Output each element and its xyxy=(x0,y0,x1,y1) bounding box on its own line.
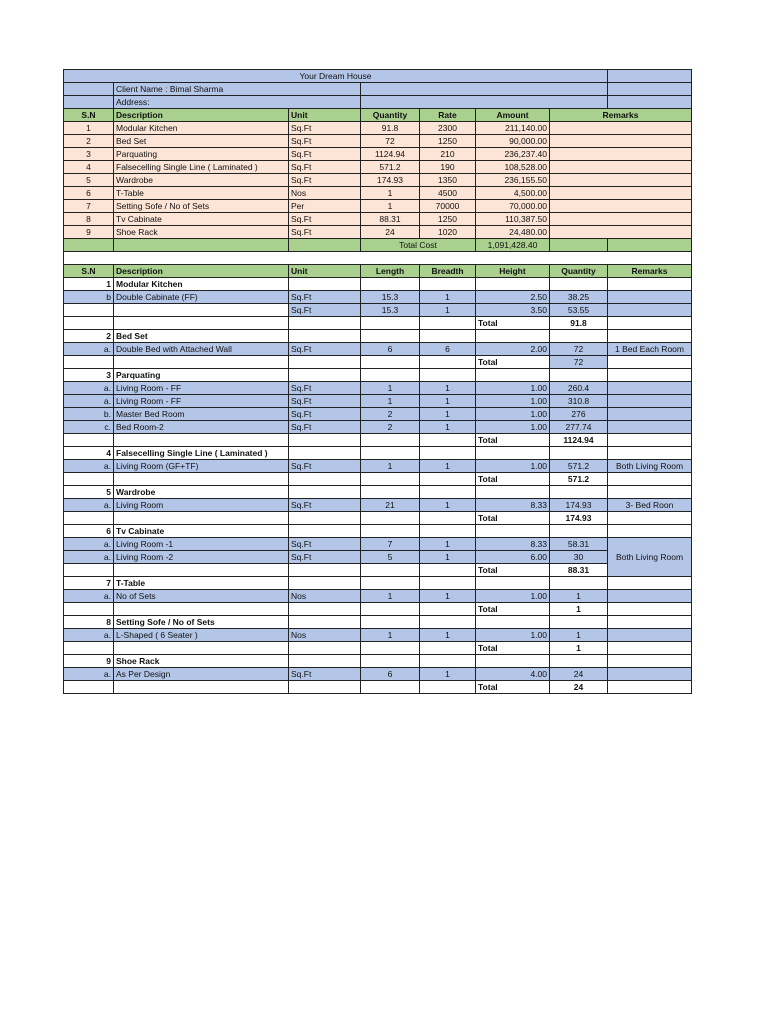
section-title: Shoe Rack xyxy=(114,655,289,668)
item-length: 1 xyxy=(361,460,420,473)
section-title-row xyxy=(64,278,692,291)
detail-row xyxy=(64,343,692,356)
item-length: 2 xyxy=(361,421,420,434)
item-unit: Sq.Ft xyxy=(289,551,361,564)
item-quantity: 276 xyxy=(550,408,608,421)
item-unit: Sq.Ft xyxy=(289,421,361,434)
item-height: 6.00 xyxy=(476,551,550,564)
detail-row xyxy=(64,460,692,473)
item-label: a. xyxy=(64,590,114,603)
section-number: 4 xyxy=(64,447,114,460)
sn-cell: 6 xyxy=(64,187,114,200)
item-remarks xyxy=(608,421,692,434)
item-height: 8.33 xyxy=(476,538,550,551)
section-title-row xyxy=(64,577,692,590)
section-total-row xyxy=(64,512,692,525)
detail-column-header: Length xyxy=(361,265,420,278)
summary-row xyxy=(64,187,692,200)
section-total: 24 xyxy=(550,681,608,694)
item-length: 1 xyxy=(361,395,420,408)
sn-cell: 3 xyxy=(64,148,114,161)
document-title: Your Dream House xyxy=(64,70,608,83)
quantity-cell: 88.31 xyxy=(361,213,420,226)
item-height: 1.00 xyxy=(476,395,550,408)
item-remarks: 3- Bed Roon xyxy=(608,499,692,512)
amount-cell: 24,480.00 xyxy=(476,226,550,239)
remarks-cell xyxy=(550,187,692,200)
unit-cell: Sq.Ft xyxy=(289,122,361,135)
section-title: Falsecelling Single Line ( Laminated ) xyxy=(114,447,289,460)
amount-cell: 211,140.00 xyxy=(476,122,550,135)
description-cell: Setting Sofe / No of Sets xyxy=(114,200,289,213)
unit-cell: Sq.Ft xyxy=(289,161,361,174)
detail-column-header: Unit xyxy=(289,265,361,278)
item-description: As Per Design xyxy=(114,668,289,681)
item-length: 7 xyxy=(361,538,420,551)
section-total: 571.2 xyxy=(550,473,608,486)
unit-cell: Sq.Ft xyxy=(289,135,361,148)
item-quantity: 260.4 xyxy=(550,382,608,395)
rate-cell: 1020 xyxy=(420,226,476,239)
rate-cell: 1350 xyxy=(420,174,476,187)
section-number: 9 xyxy=(64,655,114,668)
detail-column-header: Quantity xyxy=(550,265,608,278)
summary-row xyxy=(64,135,692,148)
description-cell: Wardrobe xyxy=(114,174,289,187)
section-title: Bed Set xyxy=(114,330,289,343)
item-breadth: 1 xyxy=(420,421,476,434)
amount-cell: 4,500.00 xyxy=(476,187,550,200)
remarks-cell xyxy=(550,135,692,148)
item-breadth: 1 xyxy=(420,538,476,551)
item-label: b. xyxy=(64,408,114,421)
section-title-row xyxy=(64,525,692,538)
item-height: 3.50 xyxy=(476,304,550,317)
item-height: 1.00 xyxy=(476,629,550,642)
section-title: T-Table xyxy=(114,577,289,590)
detail-row xyxy=(64,538,692,551)
item-quantity: 38.25 xyxy=(550,291,608,304)
spacer-row xyxy=(64,252,692,265)
item-description: Living Room (GF+TF) xyxy=(114,460,289,473)
item-quantity: 1 xyxy=(550,629,608,642)
detail-row xyxy=(64,421,692,434)
item-height: 2.00 xyxy=(476,343,550,356)
description-cell: Modular Kitchen xyxy=(114,122,289,135)
item-breadth: 1 xyxy=(420,382,476,395)
item-label: a. xyxy=(64,538,114,551)
item-breadth: 1 xyxy=(420,460,476,473)
section-title: Tv Cabinate xyxy=(114,525,289,538)
item-breadth: 1 xyxy=(420,408,476,421)
item-quantity: 24 xyxy=(550,668,608,681)
item-quantity: 571.2 xyxy=(550,460,608,473)
item-description: Living Room -2 xyxy=(114,551,289,564)
detail-row xyxy=(64,668,692,681)
detail-column-header: Height xyxy=(476,265,550,278)
summary-row xyxy=(64,161,692,174)
item-breadth: 1 xyxy=(420,395,476,408)
item-height: 4.00 xyxy=(476,668,550,681)
rate-cell: 4500 xyxy=(420,187,476,200)
item-length: 6 xyxy=(361,668,420,681)
item-description: Living Room - FF xyxy=(114,395,289,408)
item-label: a. xyxy=(64,382,114,395)
section-title: Modular Kitchen xyxy=(114,278,289,291)
detail-row xyxy=(64,551,692,564)
item-quantity: 277.74 xyxy=(550,421,608,434)
section-title: Setting Sofe / No of Sets xyxy=(114,616,289,629)
item-breadth: 6 xyxy=(420,343,476,356)
section-total-row xyxy=(64,434,692,447)
detail-column-header: S.N xyxy=(64,265,114,278)
detail-row xyxy=(64,395,692,408)
rate-cell: 1250 xyxy=(420,213,476,226)
section-number: 6 xyxy=(64,525,114,538)
item-label xyxy=(64,304,114,317)
description-cell: Tv Cabinate xyxy=(114,213,289,226)
item-remarks xyxy=(608,408,692,421)
section-total-row xyxy=(64,603,692,616)
item-remarks: Both Living Room xyxy=(608,460,692,473)
item-label: a. xyxy=(64,343,114,356)
section-title-row xyxy=(64,486,692,499)
item-remarks xyxy=(608,395,692,408)
unit-cell: Sq.Ft xyxy=(289,148,361,161)
item-description: Double Cabinate (FF) xyxy=(114,291,289,304)
summary-row xyxy=(64,213,692,226)
quantity-cell: 91.8 xyxy=(361,122,420,135)
item-quantity: 53.55 xyxy=(550,304,608,317)
item-length: 1 xyxy=(361,629,420,642)
item-description: Living Room - FF xyxy=(114,382,289,395)
item-quantity: 58.31 xyxy=(550,538,608,551)
item-height: 1.00 xyxy=(476,460,550,473)
item-breadth: 1 xyxy=(420,590,476,603)
rate-cell: 1250 xyxy=(420,135,476,148)
section-total: 1 xyxy=(550,603,608,616)
sn-cell: 9 xyxy=(64,226,114,239)
item-label: a. xyxy=(64,395,114,408)
spreadsheet xyxy=(63,69,692,694)
client-row xyxy=(64,83,692,96)
description-cell: Shoe Rack xyxy=(114,226,289,239)
section-total: 1 xyxy=(550,642,608,655)
section-number: 1 xyxy=(64,278,114,291)
total-label: Total xyxy=(476,512,550,525)
item-remarks xyxy=(608,304,692,317)
section-title-row xyxy=(64,655,692,668)
description-cell: T-Table xyxy=(114,187,289,200)
quantity-cell: 1124.94 xyxy=(361,148,420,161)
section-total-row xyxy=(64,564,692,577)
item-height: 8.33 xyxy=(476,499,550,512)
section-title-row xyxy=(64,447,692,460)
section-title-row xyxy=(64,330,692,343)
item-length: 15.3 xyxy=(361,291,420,304)
remarks-cell xyxy=(550,226,692,239)
item-unit: Sq.Ft xyxy=(289,668,361,681)
item-height: 1.00 xyxy=(476,382,550,395)
item-remarks xyxy=(608,382,692,395)
item-description: L-Shaped ( 6 Seater ) xyxy=(114,629,289,642)
remarks-cell xyxy=(550,148,692,161)
item-remarks: Both Living Room xyxy=(608,538,692,577)
item-unit: Sq.Ft xyxy=(289,538,361,551)
summary-row xyxy=(64,174,692,187)
item-height: 1.00 xyxy=(476,590,550,603)
description-cell: Falsecelling Single Line ( Laminated ) xyxy=(114,161,289,174)
quantity-cell: 1 xyxy=(361,187,420,200)
description-cell: Parquating xyxy=(114,148,289,161)
item-breadth: 1 xyxy=(420,668,476,681)
section-title-row xyxy=(64,616,692,629)
quantity-cell: 571.2 xyxy=(361,161,420,174)
detail-row xyxy=(64,629,692,642)
item-quantity: 310.8 xyxy=(550,395,608,408)
quantity-cell: 72 xyxy=(361,135,420,148)
detail-row xyxy=(64,499,692,512)
item-description: Bed Room-2 xyxy=(114,421,289,434)
section-total: 91.8 xyxy=(550,317,608,330)
item-unit: Nos xyxy=(289,629,361,642)
total-cost-amount: 1,091,428.40 xyxy=(476,239,550,252)
item-label: c. xyxy=(64,421,114,434)
section-number: 3 xyxy=(64,369,114,382)
unit-cell: Nos xyxy=(289,187,361,200)
detail-row xyxy=(64,408,692,421)
section-total-row xyxy=(64,317,692,330)
item-length: 2 xyxy=(361,408,420,421)
remarks-cell xyxy=(550,122,692,135)
total-label: Total xyxy=(476,356,550,369)
section-total: 1124.94 xyxy=(550,434,608,447)
rate-cell: 210 xyxy=(420,148,476,161)
total-label: Total xyxy=(476,603,550,616)
remarks-cell xyxy=(550,161,692,174)
unit-cell: Sq.Ft xyxy=(289,213,361,226)
item-length: 21 xyxy=(361,499,420,512)
item-description: Master Bed Room xyxy=(114,408,289,421)
item-description: Living Room xyxy=(114,499,289,512)
item-breadth: 1 xyxy=(420,304,476,317)
section-total-row xyxy=(64,473,692,486)
item-height: 1.00 xyxy=(476,408,550,421)
item-length: 1 xyxy=(361,590,420,603)
section-total: 88.31 xyxy=(550,564,608,577)
cost-sheet-table xyxy=(63,69,692,694)
item-remarks xyxy=(608,629,692,642)
title-row xyxy=(64,70,692,83)
unit-cell: Sq.Ft xyxy=(289,226,361,239)
item-unit: Sq.Ft xyxy=(289,291,361,304)
summary-total-row xyxy=(64,239,692,252)
summary-header-row: S.N Description Unit Quantity Rate Amount Remarks xyxy=(64,109,692,122)
item-length: 1 xyxy=(361,382,420,395)
total-label: Total xyxy=(476,564,550,577)
item-label: a. xyxy=(64,551,114,564)
amount-cell: 236,237.40 xyxy=(476,148,550,161)
item-label: a. xyxy=(64,668,114,681)
sn-cell: 8 xyxy=(64,213,114,226)
section-total-row xyxy=(64,681,692,694)
item-remarks xyxy=(608,590,692,603)
detail-row xyxy=(64,590,692,603)
address-label: Address: xyxy=(114,96,361,109)
sn-cell: 2 xyxy=(64,135,114,148)
summary-row xyxy=(64,226,692,239)
quantity-cell: 174.93 xyxy=(361,174,420,187)
item-unit: Sq.Ft xyxy=(289,395,361,408)
total-label: Total xyxy=(476,434,550,447)
total-label: Total xyxy=(476,681,550,694)
item-length: 6 xyxy=(361,343,420,356)
address-row xyxy=(64,96,692,109)
section-total-row xyxy=(64,356,692,369)
rate-cell: 70000 xyxy=(420,200,476,213)
detail-row xyxy=(64,304,692,317)
item-length: 5 xyxy=(361,551,420,564)
item-quantity: 174.93 xyxy=(550,499,608,512)
remarks-cell xyxy=(550,200,692,213)
section-title: Parquating xyxy=(114,369,289,382)
item-description: No of Sets xyxy=(114,590,289,603)
section-title-row xyxy=(64,369,692,382)
amount-cell: 110,387.50 xyxy=(476,213,550,226)
rate-cell: 2300 xyxy=(420,122,476,135)
total-label: Total xyxy=(476,642,550,655)
summary-row xyxy=(64,200,692,213)
item-label: a. xyxy=(64,460,114,473)
item-breadth: 1 xyxy=(420,629,476,642)
item-description xyxy=(114,304,289,317)
item-label: b xyxy=(64,291,114,304)
quantity-cell: 1 xyxy=(361,200,420,213)
item-remarks: 1 Bed Each Room xyxy=(608,343,692,356)
total-label: Total xyxy=(476,473,550,486)
detail-row xyxy=(64,291,692,304)
detail-column-header: Description xyxy=(114,265,289,278)
sn-cell: 5 xyxy=(64,174,114,187)
item-unit: Nos xyxy=(289,590,361,603)
item-remarks xyxy=(608,291,692,304)
sn-cell: 4 xyxy=(64,161,114,174)
section-number: 2 xyxy=(64,330,114,343)
item-unit: Sq.Ft xyxy=(289,499,361,512)
item-breadth: 1 xyxy=(420,551,476,564)
unit-cell: Per xyxy=(289,200,361,213)
detail-column-header: Breadth xyxy=(420,265,476,278)
detail-row xyxy=(64,382,692,395)
amount-cell: 70,000.00 xyxy=(476,200,550,213)
item-quantity: 30 xyxy=(550,551,608,564)
amount-cell: 108,528.00 xyxy=(476,161,550,174)
item-breadth: 1 xyxy=(420,499,476,512)
detail-header-row xyxy=(64,265,692,278)
remarks-cell xyxy=(550,174,692,187)
remarks-cell xyxy=(550,213,692,226)
description-cell: Bed Set xyxy=(114,135,289,148)
client-name: Client Name : Bimal Sharma xyxy=(114,83,361,96)
item-unit: Sq.Ft xyxy=(289,304,361,317)
total-cost-label: Total Cost xyxy=(361,239,476,252)
section-total-row xyxy=(64,642,692,655)
item-unit: Sq.Ft xyxy=(289,460,361,473)
item-description: Living Room -1 xyxy=(114,538,289,551)
item-quantity: 72 xyxy=(550,343,608,356)
amount-cell: 90,000.00 xyxy=(476,135,550,148)
item-unit: Sq.Ft xyxy=(289,382,361,395)
detail-column-header: Remarks xyxy=(608,265,692,278)
summary-row xyxy=(64,148,692,161)
item-unit: Sq.Ft xyxy=(289,408,361,421)
amount-cell: 236,155.50 xyxy=(476,174,550,187)
item-quantity: 1 xyxy=(550,590,608,603)
section-total: 72 xyxy=(550,356,608,369)
section-number: 7 xyxy=(64,577,114,590)
item-description: Double Bed with Attached Wall xyxy=(114,343,289,356)
item-label: a. xyxy=(64,499,114,512)
item-unit: Sq.Ft xyxy=(289,343,361,356)
item-label: a. xyxy=(64,629,114,642)
item-breadth: 1 xyxy=(420,291,476,304)
item-remarks xyxy=(608,668,692,681)
sn-cell: 1 xyxy=(64,122,114,135)
summary-row xyxy=(64,122,692,135)
rate-cell: 190 xyxy=(420,161,476,174)
section-title: Wardrobe xyxy=(114,486,289,499)
total-label: Total xyxy=(476,317,550,330)
section-number: 8 xyxy=(64,616,114,629)
item-height: 1.00 xyxy=(476,421,550,434)
section-number: 5 xyxy=(64,486,114,499)
item-height: 2.50 xyxy=(476,291,550,304)
item-length: 15.3 xyxy=(361,304,420,317)
quantity-cell: 24 xyxy=(361,226,420,239)
sn-cell: 7 xyxy=(64,200,114,213)
unit-cell: Sq.Ft xyxy=(289,174,361,187)
section-total: 174.93 xyxy=(550,512,608,525)
